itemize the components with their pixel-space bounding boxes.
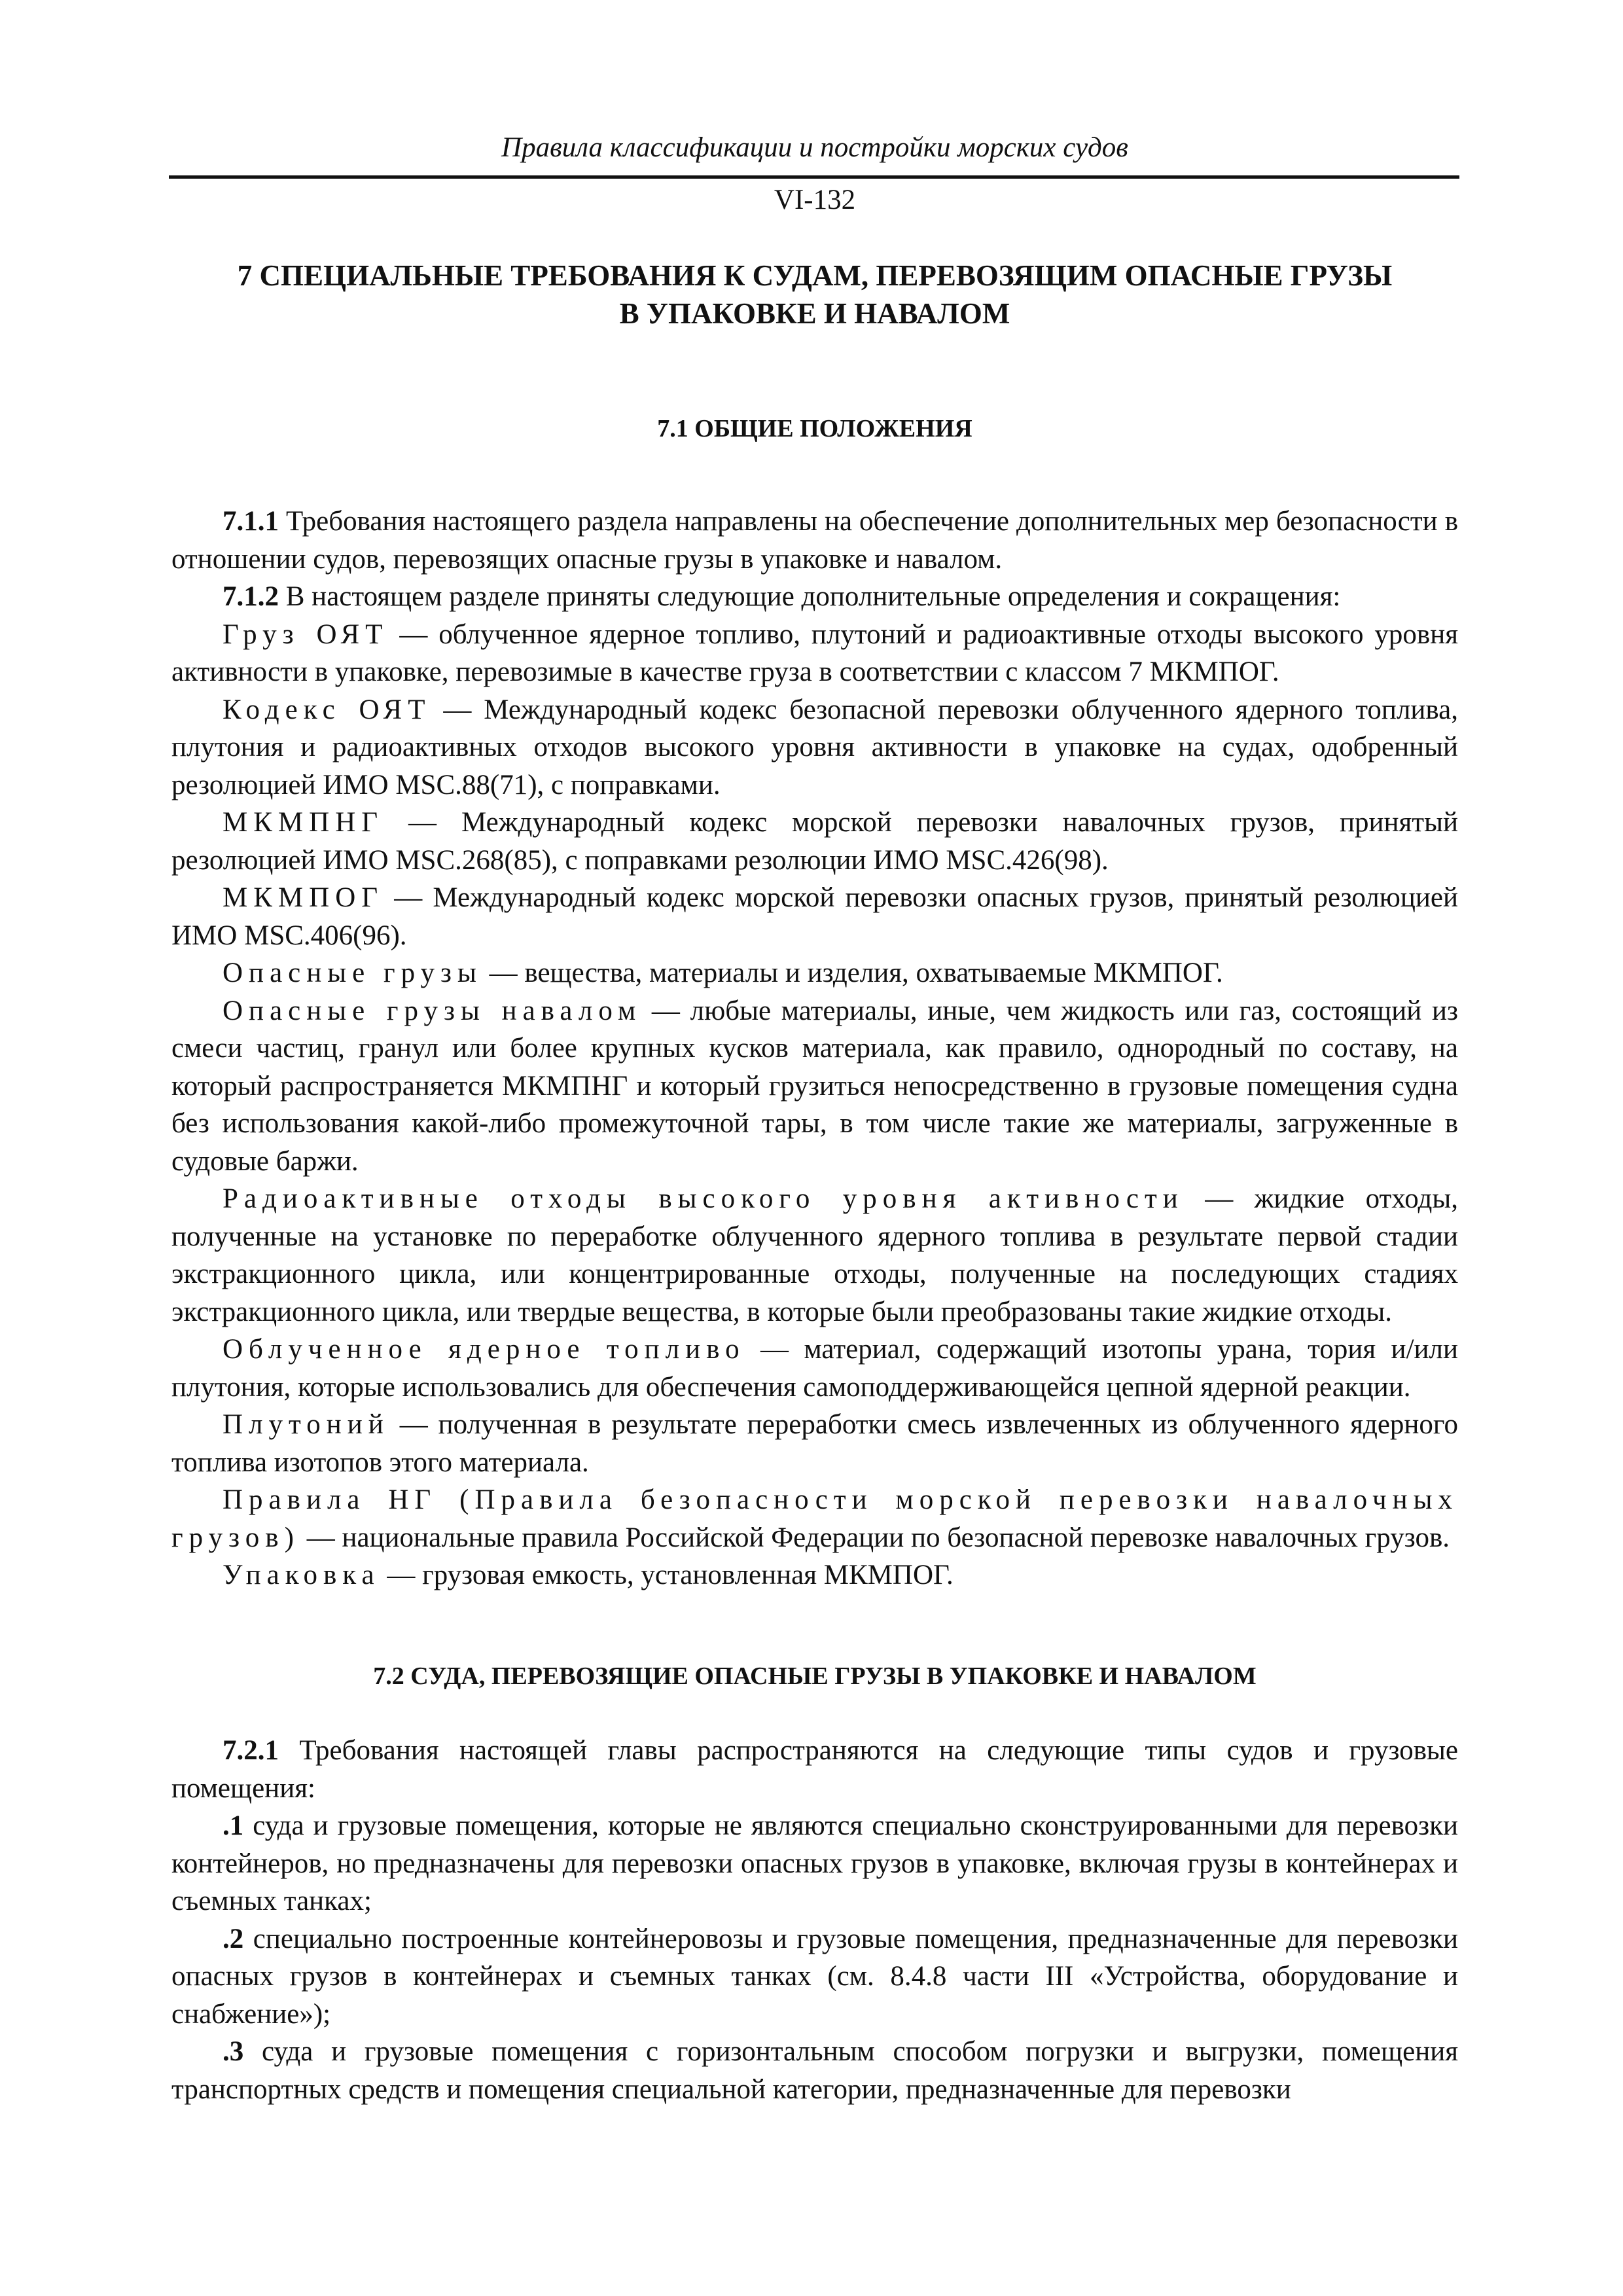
paragraph-number: 7.2.1 <box>223 1735 279 1766</box>
header-rule <box>169 175 1459 179</box>
definition-term: Плутоний <box>223 1409 389 1440</box>
paragraph-text: В настоящем разделе приняты следующие дополнительные определения и сокращения: <box>279 581 1341 612</box>
definition-text: — вещества, материалы и изделия, охватываемые МКМПОГ. <box>482 958 1223 988</box>
definition-term: Кодекс ОЯТ <box>223 694 431 725</box>
definition <box>171 1481 1458 1556</box>
definition-text: — материал, содержащий изотопы урана, тория и/или плутония, которые использовались для обеспечения самоподдерживающейся цепной ядерной реакции. <box>171 1334 1458 1403</box>
definition <box>171 879 1458 954</box>
definition-term: Опасные грузы <box>223 958 482 988</box>
definition-term: Правила НГ (Правила безопасности морской перевозки навалочных грузов) <box>171 1484 1458 1553</box>
definition <box>171 1331 1458 1406</box>
definition-term: Упаковка <box>223 1560 380 1590</box>
definition <box>171 1180 1458 1331</box>
list-item-number: .3 <box>223 2036 244 2067</box>
list-item <box>171 1807 1458 1920</box>
list-item-text: суда и грузовые помещения, которые не являются специально сконструированными для перевозки контейнеров, но предназначены для перевозки опасных грузов в упаковке, включая грузы в контейнерах и съемных танках; <box>171 1810 1458 1916</box>
definition-text: — национальные правила Российской Федерации по безопасной перевозке навалочных грузов. <box>299 1522 1450 1553</box>
definition <box>171 616 1458 691</box>
section-title-7-1: 7.1 ОБЩИЕ ПОЛОЖЕНИЯ <box>657 415 972 442</box>
definition-text: — полученная в результате переработки смесь извлеченных из облученного ядерного топлива изотопов этого материала. <box>171 1409 1458 1478</box>
definition-term: Облученное ядерное топливо <box>223 1334 745 1365</box>
chapter-title <box>171 257 1458 332</box>
paragraph-number: 7.1.2 <box>223 581 279 612</box>
list-item <box>171 2033 1458 2108</box>
paragraph-text: Требования настоящего раздела направлены на обеспечение дополнительных мер безопасности в отношении судов, перевозящих опасные грузы в упаковке и навалом. <box>171 506 1458 575</box>
chapter-title-line-1: 7 СПЕЦИАЛЬНЫЕ ТРЕБОВАНИЯ К СУДАМ, ПЕРЕВОЗЯЩИМ ОПАСНЫЕ ГРУЗЫ <box>237 259 1393 292</box>
definition-text: — облученное ядерное топливо, плутоний и радиоактивные отходы высокого уровня активности в упаковке, перевозимые в качестве груза в соответствии с классом 7 МКМПОГ. <box>171 619 1458 687</box>
page-number: VI-132 <box>774 185 856 215</box>
definition <box>171 992 1458 1181</box>
definition-text: — Международный кодекс морской перевозки опасных грузов, принятый резолюцией ИМО MSC.406(96). <box>171 882 1458 951</box>
definition <box>171 954 1458 992</box>
definition-term: МКМПОГ <box>223 882 384 913</box>
paragraph-7-2-1 <box>171 1732 1458 1807</box>
paragraph-7-1-2 <box>171 578 1458 616</box>
chapter-title-line-2: В УПАКОВКЕ И НАВАЛОМ <box>619 297 1010 330</box>
list-item-number: .1 <box>223 1810 244 1841</box>
definition <box>171 1406 1458 1481</box>
definition-text: — грузовая емкость, установленная МКМПОГ. <box>380 1560 954 1590</box>
definition-text: — Международный кодекс морской перевозки навалочных грузов, принятый резолюцией ИМО MSC.268(85), с поправками резолюции ИМО MSC.426(98). <box>171 807 1458 876</box>
definition-term: Груз ОЯТ <box>223 619 389 650</box>
section-7-1-body <box>171 503 1458 1594</box>
paragraph-7-1-1 <box>171 503 1458 578</box>
list-item-number: .2 <box>223 1923 244 1954</box>
definition-term: Радиоактивные отходы высокого уровня активности <box>223 1183 1184 1214</box>
running-header: Правила классификации и постройки морских судов <box>501 132 1128 163</box>
definition <box>171 1556 1458 1594</box>
definition <box>171 691 1458 804</box>
section-title-7-2: 7.2 СУДА, ПЕРЕВОЗЯЩИЕ ОПАСНЫЕ ГРУЗЫ В УПАКОВКЕ И НАВАЛОМ <box>373 1662 1257 1690</box>
definition-term: МКМПНГ <box>223 807 384 838</box>
paragraph-number: 7.1.1 <box>223 506 279 537</box>
definition-text: — любые материалы, иные, чем жидкость или газ, состоящий из смеси частиц, гранул или более крупных кусков материала, как правило, однородный по составу, на который распространяется МКМПНГ и который грузиться непосредственно в грузовые помещения судна без использования какой-либо промежуточной тары, в том числе такие же материалы, загруженные в судовые баржи. <box>171 995 1458 1177</box>
list-item <box>171 1920 1458 2034</box>
section-7-2-body <box>171 1732 1458 2108</box>
list-item-text: специально построенные контейнеровозы и грузовые помещения, предназначенные для перевозки опасных грузов в контейнерах и съемных танках (см. 8.4.8 части III «Устройства, оборудование и снабжение»); <box>171 1923 1458 2030</box>
list-item-text: суда и грузовые помещения с горизонтальным способом погрузки и выгрузки, помещения транспортных средств и помещения специальной категории, предназначенные для перевозки <box>171 2036 1458 2105</box>
paragraph-text: Требования настоящей главы распространяются на следующие типы судов и грузовые помещения: <box>171 1735 1458 1804</box>
definition <box>171 804 1458 879</box>
definition-text: — Международный кодекс безопасной перевозки облученного ядерного топлива, плутония и радиоактивных отходов высокого уровня активности в упаковке на судах, одобренный резолюцией ИМО MSC.88(71), с поправками. <box>171 694 1458 800</box>
definition-term: Опасные грузы навалом <box>223 995 642 1026</box>
definition-text: — жидкие отходы, полученные на установке по переработке облученного ядерного топлива в результате первой стадии экстракционного цикла, или концентрированные отходы, полученные на последующих стадиях экстракционного цикла, или твердые вещества, в которые были преобразованы такие жидкие отходы. <box>171 1183 1458 1327</box>
